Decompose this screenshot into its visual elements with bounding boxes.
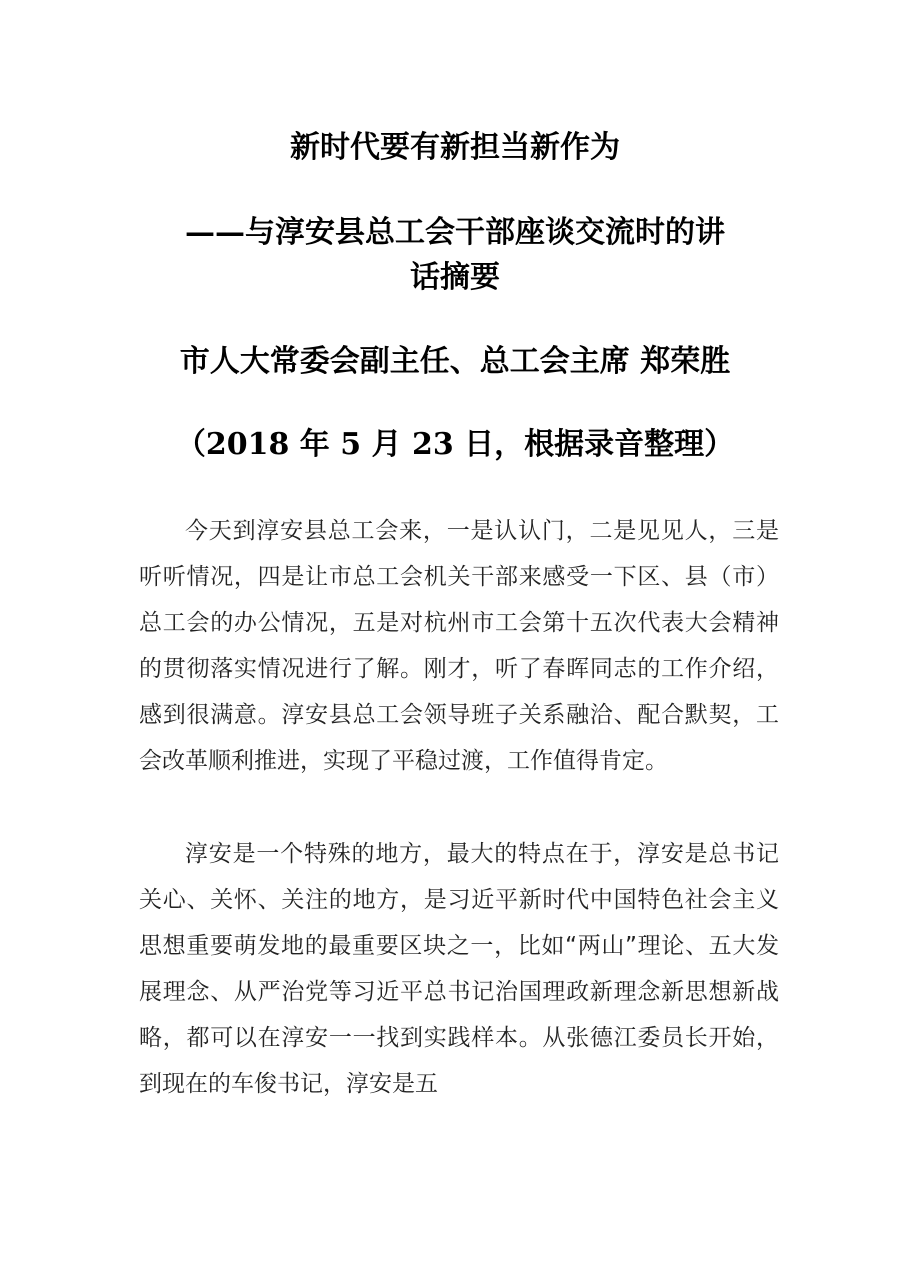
date-note: （2018 年 5 月 23 日，根据录音整理） [175, 427, 735, 462]
body-paragraph: 淳安是一个特殊的地方，最大的特点在于，淳安是总书记关心、关怀、关注的地方，是习近平新时代中国特色社会主义思想重要萌发地的最重要区块之一，比如“两山”理论、五大发展理念、从严治党等习近平总书记治国理政新理念新思想新战略，都可以在淳安一一找到实践样本。从张德江委员长开始，到现在的车俊书记，淳安是五 [139, 841, 779, 1097]
document-subtitle-line-2: 话摘要 [410, 260, 500, 295]
author-line: 市人大常委会副主任、总工会主席 郑荣胜 [179, 344, 731, 379]
document-subtitle-line-1: ——与淳安县总工会干部座谈交流时的讲 [185, 215, 725, 250]
document-title: 新时代要有新担当新作为 [290, 130, 620, 165]
body-paragraph: 今天到淳安县总工会来，一是认认门，二是见见人，三是听听情况，四是让市总工会机关干部来感受一下区、县（市）总工会的办公情况，五是对杭州市工会第十五次代表大会精神的贯彻落实情况进行了解。刚才，听了春晖同志的工作介绍，感到很满意。淳安县总工会领导班子关系融洽、配合默契，工会改革顺利推进，实现了平稳过渡，工作值得肯定。 [139, 518, 779, 774]
